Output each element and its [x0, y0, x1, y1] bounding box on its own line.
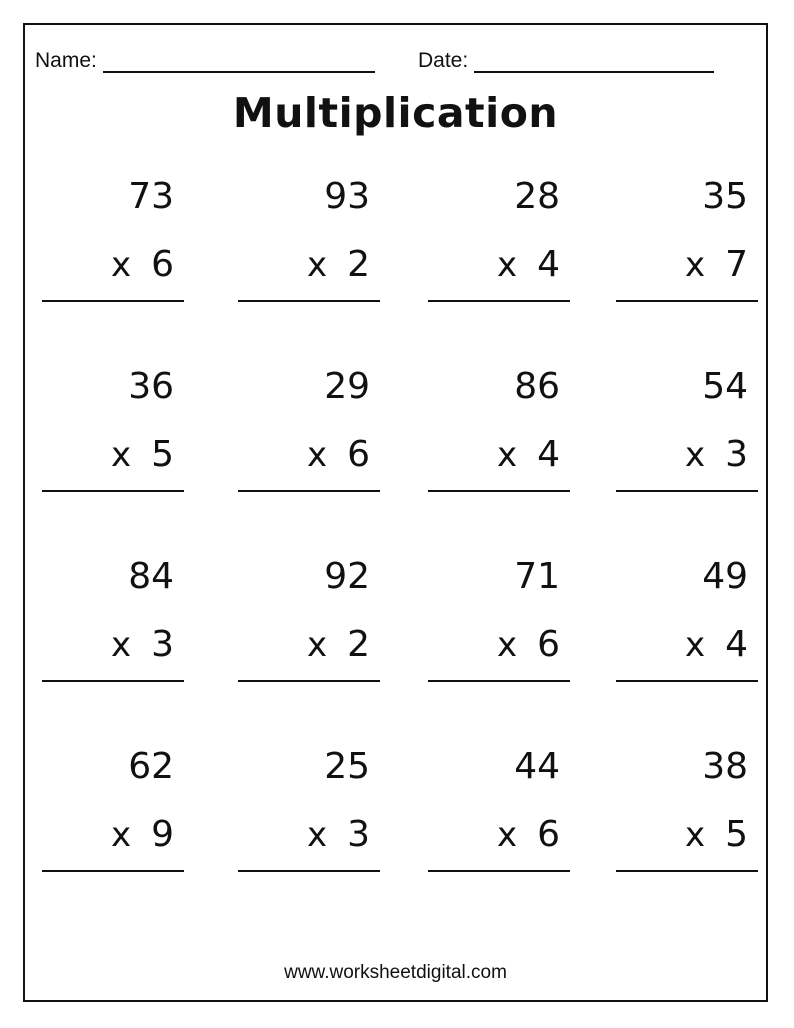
- multiplier: 6: [537, 624, 560, 665]
- multiplier: 3: [725, 434, 748, 475]
- multiplier: 4: [725, 624, 748, 665]
- multiplicand: 49: [702, 556, 748, 597]
- multiplicand: 92: [324, 556, 370, 597]
- date-label: Date:: [418, 49, 469, 72]
- multiply-sign: x: [684, 815, 706, 855]
- multiplier: 4: [537, 244, 560, 285]
- multiplier: 9: [151, 814, 174, 855]
- footer-url: www.worksheetdigital.com: [284, 962, 507, 983]
- answer-line[interactable]: [616, 680, 758, 682]
- problem-14: [238, 747, 380, 877]
- multiplicand: 62: [128, 746, 174, 787]
- multiplicand: 28: [514, 176, 560, 217]
- multiplicand: 38: [702, 746, 748, 787]
- multiplicand: 84: [128, 556, 174, 597]
- multiply-sign: x: [306, 245, 328, 285]
- multiplier-row: [111, 625, 174, 665]
- answer-line[interactable]: [42, 680, 184, 682]
- multiplier-row: [111, 245, 174, 285]
- multiplier-row: [497, 625, 560, 665]
- problem-13: [42, 747, 184, 877]
- multiply-sign: x: [306, 815, 328, 855]
- multiply-sign: x: [496, 435, 518, 475]
- answer-line[interactable]: [238, 300, 380, 302]
- problem-1: [42, 177, 184, 307]
- multiplier: 4: [537, 434, 560, 475]
- multiply-sign: x: [684, 435, 706, 475]
- multiplicand: 29: [324, 366, 370, 407]
- multiplier: 3: [151, 624, 174, 665]
- multiplier-row: [307, 435, 370, 475]
- page-title: Multiplication: [232, 89, 559, 137]
- multiply-sign: x: [496, 815, 518, 855]
- multiply-sign: x: [496, 625, 518, 665]
- problem-grid: [25, 25, 766, 1000]
- problem-3: [428, 177, 570, 307]
- problem-9: [42, 557, 184, 687]
- multiplier: 5: [725, 814, 748, 855]
- multiplier-row: [307, 245, 370, 285]
- multiplier-row: [307, 625, 370, 665]
- problem-16: [616, 747, 758, 877]
- multiplier: 6: [347, 434, 370, 475]
- multiply-sign: x: [684, 245, 706, 285]
- problem-4: [616, 177, 758, 307]
- multiplicand: 93: [324, 176, 370, 217]
- multiplicand: 86: [514, 366, 560, 407]
- multiply-sign: x: [306, 435, 328, 475]
- worksheet-page: [23, 23, 768, 1002]
- multiplicand: 36: [128, 366, 174, 407]
- multiplicand: 35: [702, 176, 748, 217]
- multiply-sign: x: [110, 815, 132, 855]
- multiplicand: 44: [514, 746, 560, 787]
- answer-line[interactable]: [616, 870, 758, 872]
- multiplier: 2: [347, 624, 370, 665]
- multiplier: 6: [537, 814, 560, 855]
- answer-line[interactable]: [616, 300, 758, 302]
- multiplier: 3: [347, 814, 370, 855]
- multiply-sign: x: [496, 245, 518, 285]
- answer-line[interactable]: [428, 870, 570, 872]
- multiplier: 6: [151, 244, 174, 285]
- multiplier-row: [685, 815, 748, 855]
- answer-line[interactable]: [42, 300, 184, 302]
- multiplicand: 54: [702, 366, 748, 407]
- multiplicand: 73: [128, 176, 174, 217]
- problem-6: [238, 367, 380, 497]
- answer-line[interactable]: [42, 490, 184, 492]
- multiply-sign: x: [110, 245, 132, 285]
- answer-line[interactable]: [616, 490, 758, 492]
- multiply-sign: x: [684, 625, 706, 665]
- multiplier: 2: [347, 244, 370, 285]
- multiplicand: 25: [324, 746, 370, 787]
- problem-5: [42, 367, 184, 497]
- multiplier-row: [111, 815, 174, 855]
- multiplier-row: [685, 625, 748, 665]
- multiplier: 5: [151, 434, 174, 475]
- problem-11: [428, 557, 570, 687]
- multiply-sign: x: [110, 435, 132, 475]
- problem-2: [238, 177, 380, 307]
- problem-10: [238, 557, 380, 687]
- problem-7: [428, 367, 570, 497]
- name-label: Name:: [35, 49, 97, 72]
- multiplier-row: [111, 435, 174, 475]
- problem-12: [616, 557, 758, 687]
- multiplicand: 71: [514, 556, 560, 597]
- answer-line[interactable]: [428, 680, 570, 682]
- answer-line[interactable]: [238, 490, 380, 492]
- problem-15: [428, 747, 570, 877]
- answer-line[interactable]: [428, 490, 570, 492]
- answer-line[interactable]: [42, 870, 184, 872]
- multiplier: 7: [725, 244, 748, 285]
- multiply-sign: x: [306, 625, 328, 665]
- multiplier-row: [497, 435, 560, 475]
- multiplier-row: [685, 245, 748, 285]
- answer-line[interactable]: [238, 870, 380, 872]
- answer-line[interactable]: [238, 680, 380, 682]
- multiplier-row: [497, 815, 560, 855]
- problem-8: [616, 367, 758, 497]
- answer-line[interactable]: [428, 300, 570, 302]
- multiplier-row: [497, 245, 560, 285]
- multiply-sign: x: [110, 625, 132, 665]
- multiplier-row: [307, 815, 370, 855]
- multiplier-row: [685, 435, 748, 475]
